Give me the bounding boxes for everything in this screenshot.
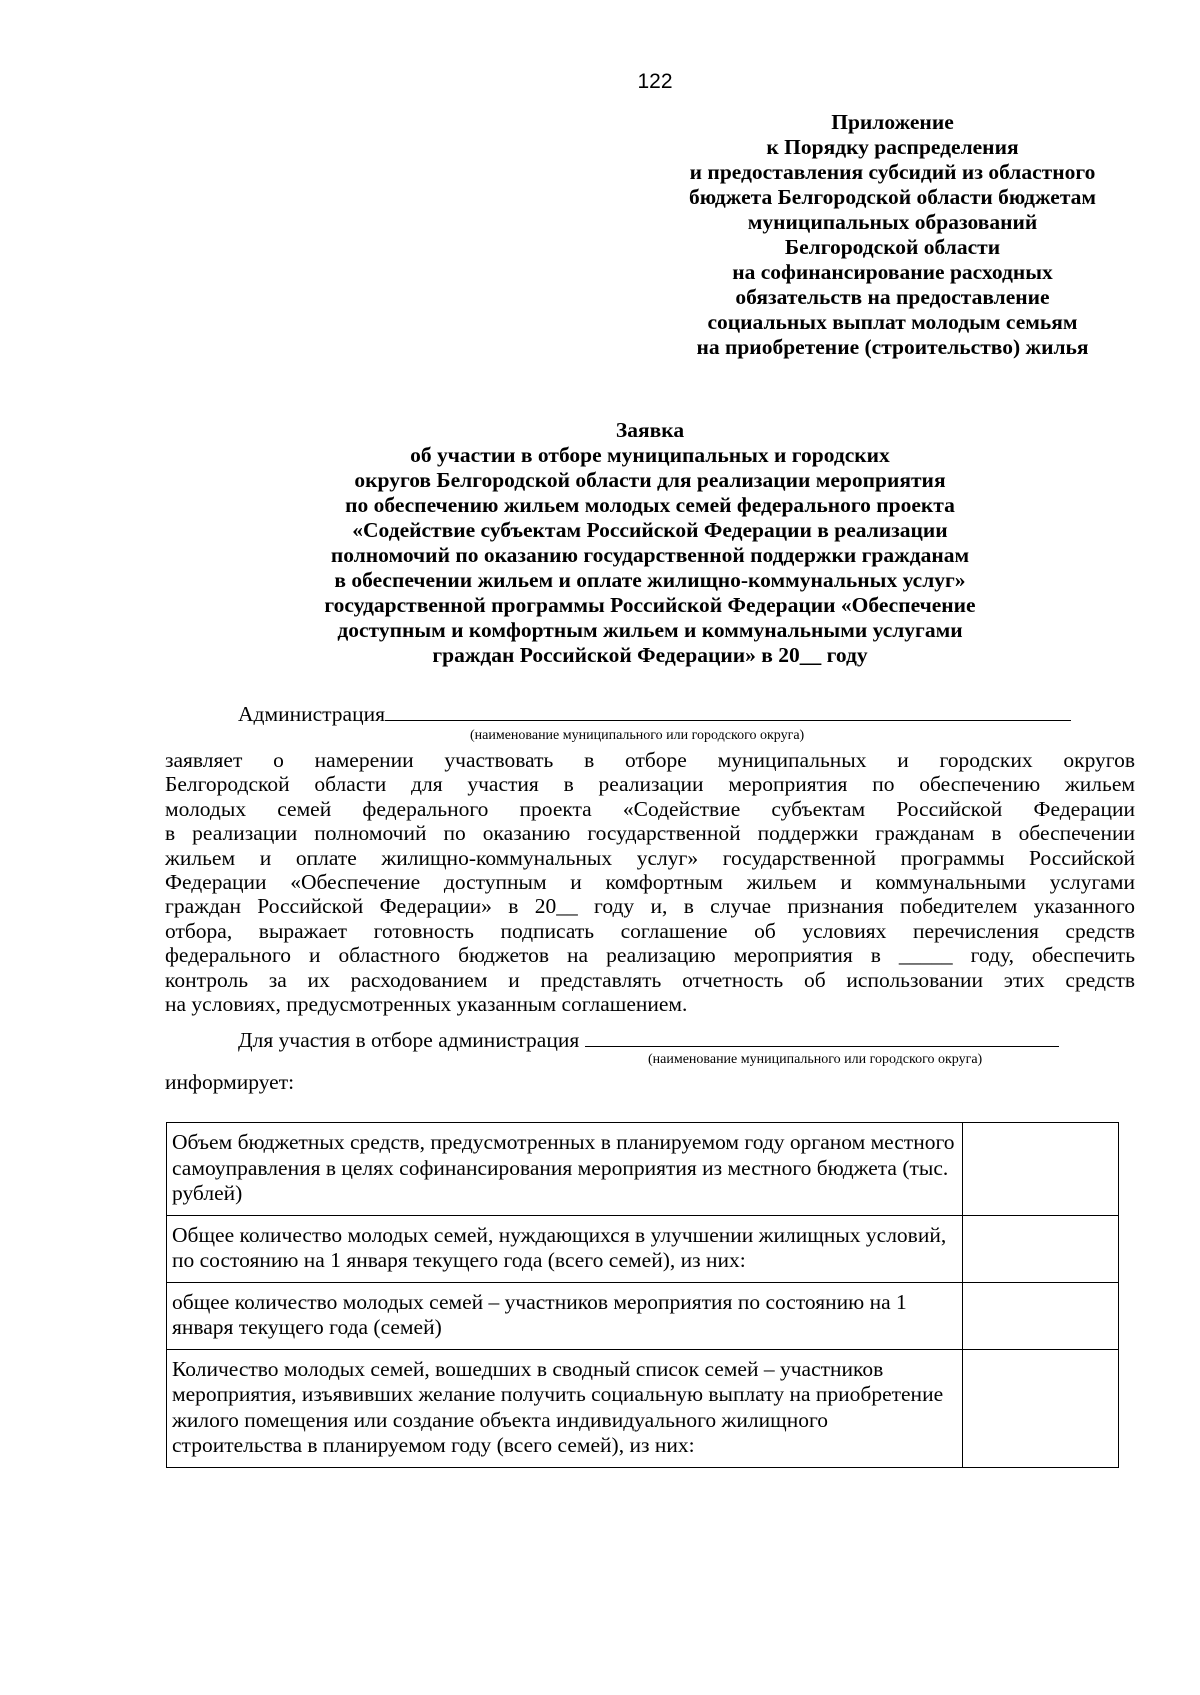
table-cell-text: Общее количество молодых семей, нуждающихся в улучшении жилищных условий, по состоянию на 1 января текущего года (всего семей), из них:	[167, 1215, 963, 1282]
body-line: Белгородской области для участия в реализации мероприятия по обеспечению жильем	[165, 772, 1135, 797]
title-line: доступным и комфортным жильем и коммунальными услугами	[337, 618, 963, 642]
participation-line	[238, 1026, 1059, 1053]
table-row	[167, 1282, 1119, 1349]
appendix-header	[640, 110, 1145, 360]
document-title	[200, 418, 1100, 668]
body-line: граждан Российской Федерации» в 20__ году и, в случае признания победителем указанного	[165, 894, 1135, 919]
table-cell-value[interactable]	[963, 1349, 1119, 1467]
admin-name-blank[interactable]	[385, 700, 1071, 721]
participation-caption: (наименование муниципального или городского округа)	[648, 1052, 983, 1067]
table-cell-value[interactable]	[963, 1215, 1119, 1282]
appendix-line: обязательств на предоставление	[735, 285, 1050, 309]
title-line: в обеспечении жильем и оплате жилищно-коммунальных услуг»	[334, 568, 966, 592]
appendix-line: Приложение	[831, 110, 954, 134]
appendix-line: на софинансирование расходных	[732, 260, 1053, 284]
body-line: заявляет о намерении участвовать в отборе муниципальных и городских округов	[165, 748, 1135, 772]
table-cell-text: Количество молодых семей, вошедших в сводный список семей – участников мероприятия, изъявивших желание получить социальную выплату на приобретение жилого помещения или создание объекта индивидуального жилищного строительства в планируемом году (всего семей), из них:	[167, 1349, 963, 1467]
table-cell-value[interactable]	[963, 1282, 1119, 1349]
title-line: округов Белгородской области для реализации мероприятия	[354, 468, 946, 492]
admin-caption: (наименование муниципального или городского округа)	[470, 728, 805, 743]
appendix-line: муниципальных образований	[747, 210, 1038, 234]
page-number: 122	[637, 70, 673, 93]
table-row	[167, 1349, 1119, 1467]
body-line: Федерации «Обеспечение доступным и комфортным жильем и коммунальными услугами	[165, 870, 1135, 895]
appendix-line: и предоставления субсидий из областного	[689, 160, 1096, 184]
body-line: контроль за их расходованием и представлять отчетность об использовании этих средств	[165, 967, 1135, 992]
appendix-line: к Порядку распределения	[766, 135, 1019, 159]
table-row	[167, 1123, 1119, 1216]
admin-line	[238, 700, 1071, 727]
table-cell-value[interactable]	[963, 1123, 1119, 1216]
participation-label: Для участия в отборе администрация	[238, 1028, 580, 1052]
title-line: по обеспечению жильем молодых семей федерального проекта	[345, 493, 955, 517]
body-line: в реализации полномочий по оказанию государственной поддержки гражданам в обеспечении	[165, 821, 1135, 846]
body-line: на условиях, предусмотренных указанным соглашением.	[165, 992, 688, 1017]
admin-label: Администрация	[238, 702, 385, 726]
title-line: государственной программы Российской Федерации «Обеспечение	[324, 593, 976, 617]
body-line: жильем и оплате жилищно-коммунальных услуг» государственной программы Российской	[165, 845, 1135, 870]
title-line: «Содействие субъектам Российской Федерации в реализации	[352, 518, 948, 542]
body-line: отбора, выражает готовность подписать соглашение об условиях перечисления средств	[165, 918, 1135, 943]
appendix-line: на приобретение (строительство) жилья	[696, 335, 1089, 359]
table-cell-text: общее количество молодых семей – участников мероприятия по состоянию на 1 января текущего года (семей)	[167, 1282, 963, 1349]
participation-name-blank[interactable]	[585, 1026, 1059, 1047]
informs-label: информирует:	[165, 1070, 295, 1094]
appendix-line: Белгородской области	[784, 235, 1001, 259]
info-table	[166, 1122, 1119, 1468]
body-line: молодых семей федерального проекта «Содействие субъектам Российской Федерации	[165, 796, 1135, 821]
application-body	[165, 748, 1135, 1016]
title-line: об участии в отборе муниципальных и городских	[410, 443, 890, 467]
appendix-line: социальных выплат молодым семьям	[707, 310, 1078, 334]
title-line: граждан Российской Федерации» в 20__ году	[432, 643, 868, 667]
table-cell-text: Объем бюджетных средств, предусмотренных в планируемом году органом местного самоуправления в целях софинансирования мероприятия из местного бюджета (тыс. рублей)	[167, 1123, 963, 1216]
title-line: Заявка	[615, 418, 685, 442]
body-line: федерального и областного бюджетов на реализацию мероприятия в _____ году, обеспечить	[165, 943, 1135, 968]
title-line: полномочий по оказанию государственной поддержки гражданам	[330, 543, 970, 567]
appendix-line: бюджета Белгородской области бюджетам	[688, 185, 1097, 209]
table-row	[167, 1215, 1119, 1282]
